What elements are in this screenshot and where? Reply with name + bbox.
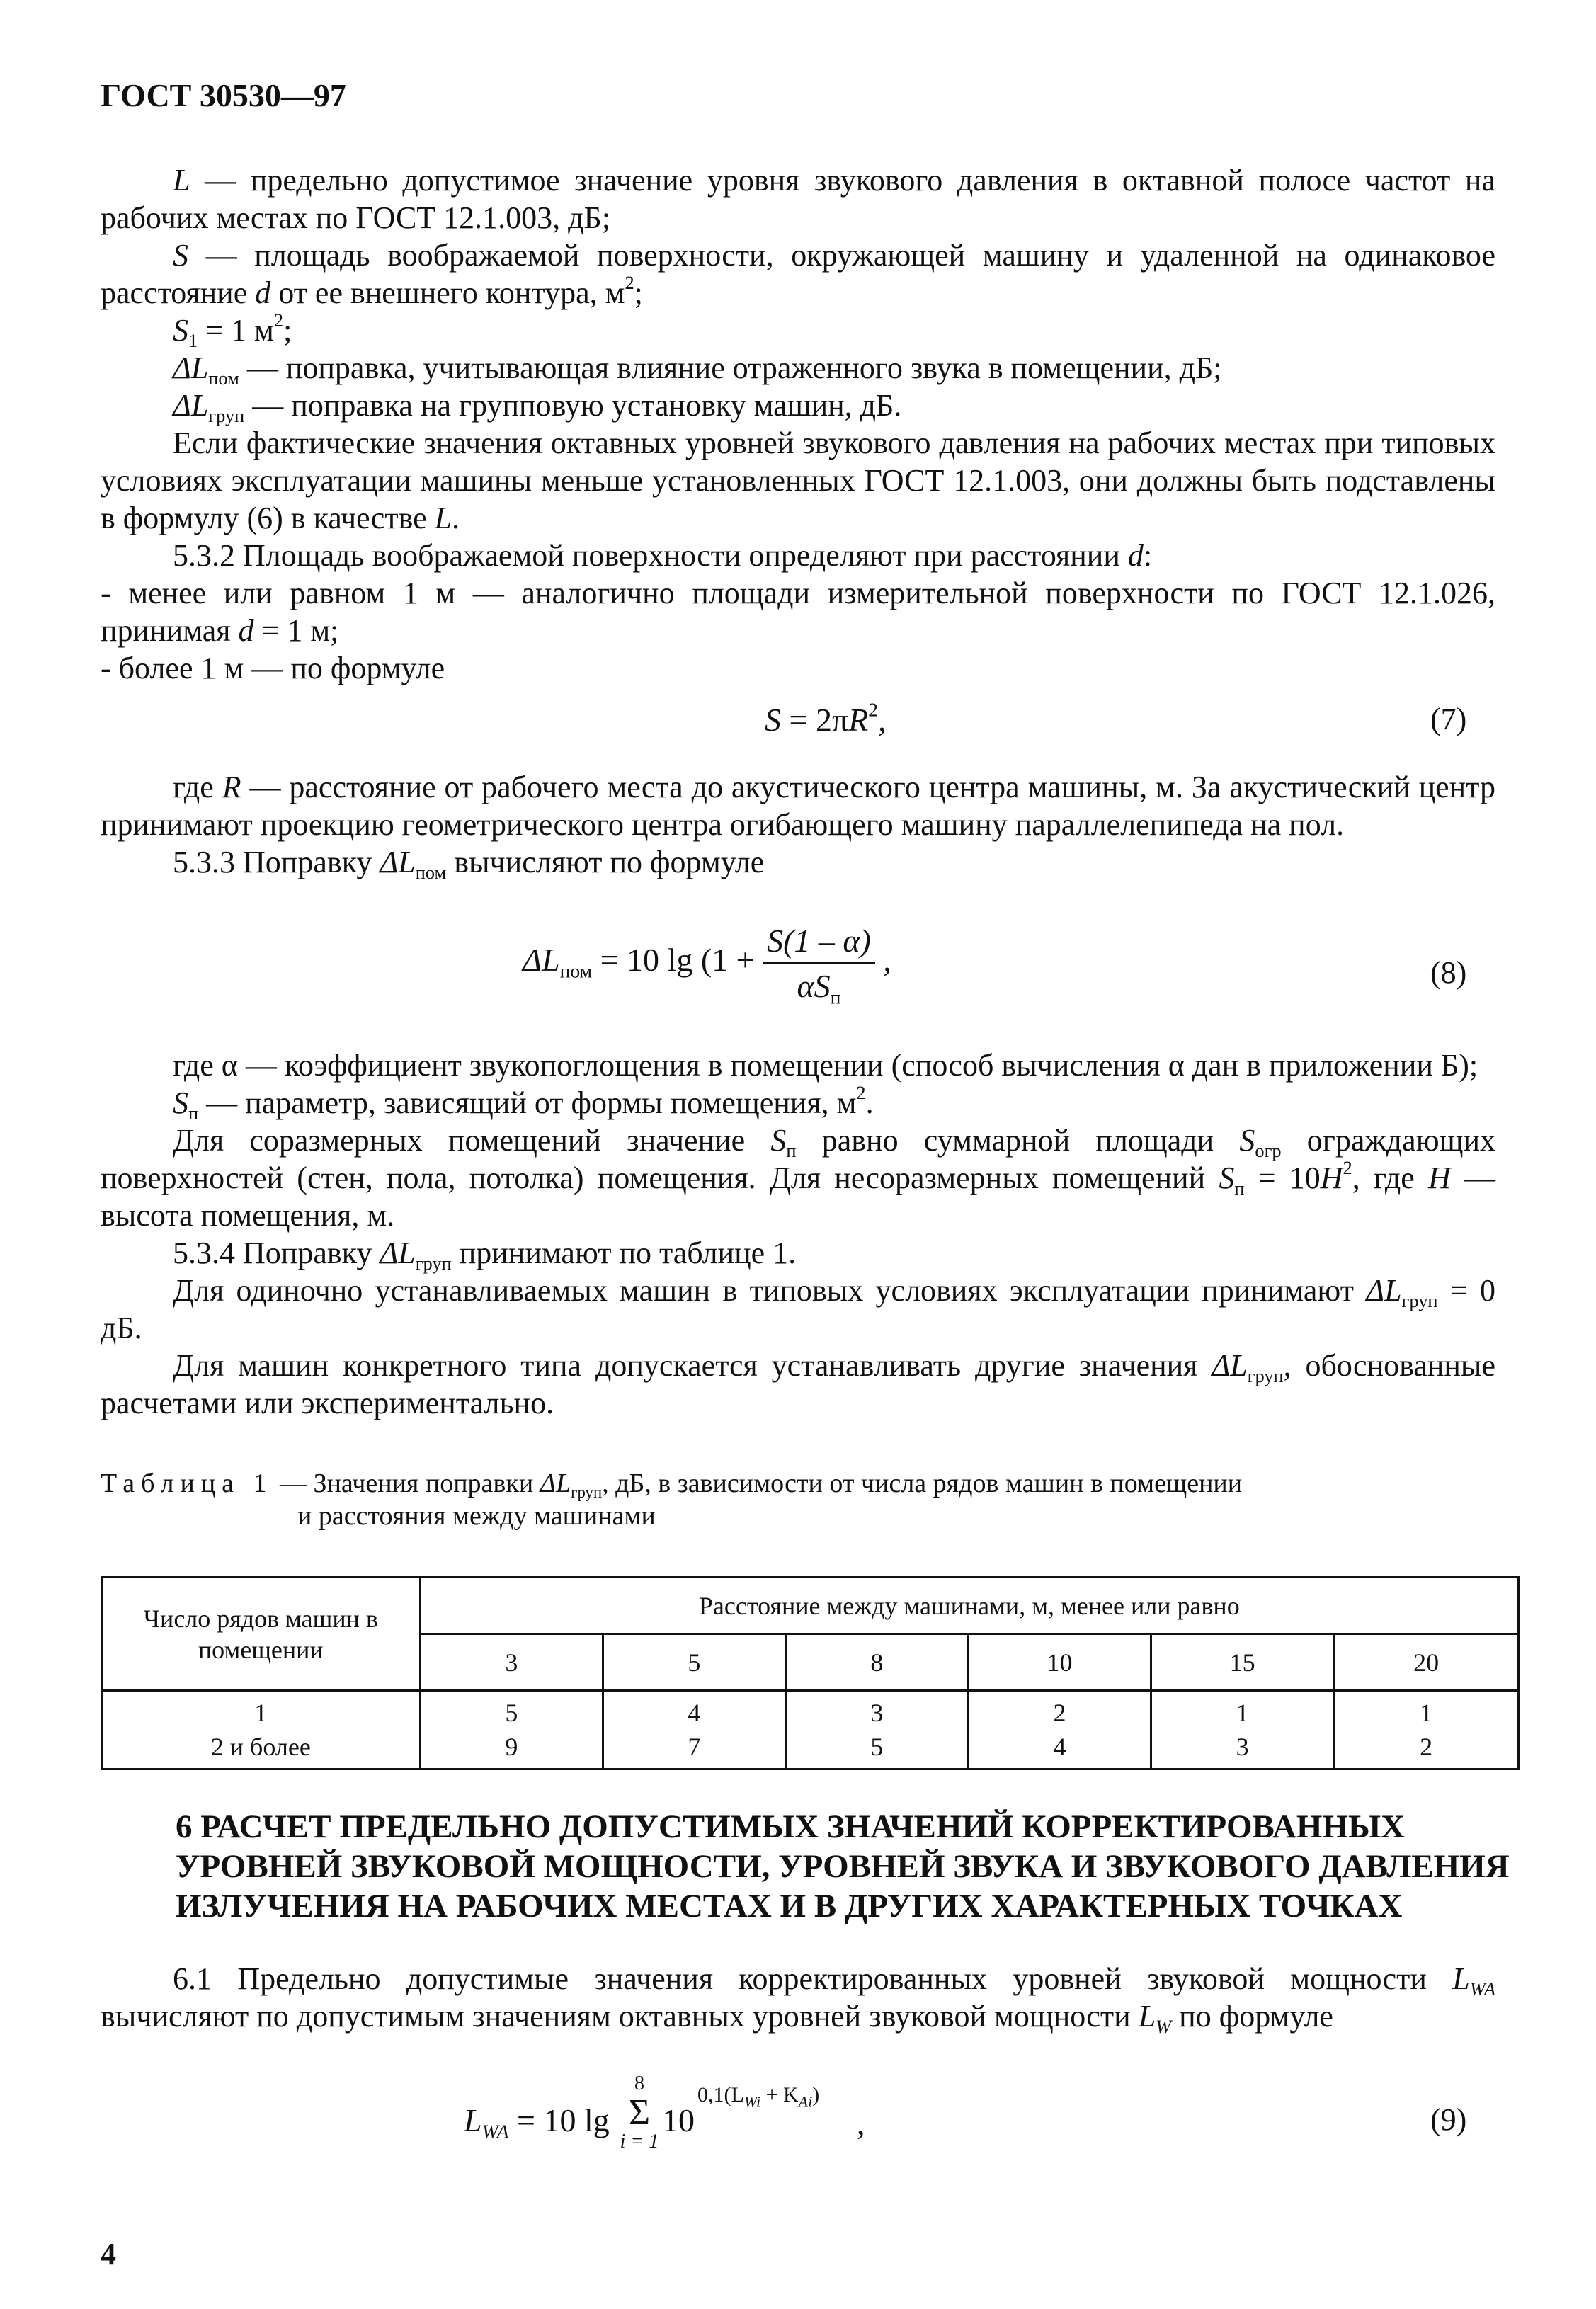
paragraph-6-1-block (101, 1960, 1495, 2038)
definition-dLgrup: $\Delta L_{груп}$ — поправка на групповую установку машин, дБ. (173, 388, 902, 427)
formula-9: $L_{WA} = 10$ lg 8 Σ i = 1 10 $0,1(L_{Wi} + K_{Ai})$ , (464, 2073, 865, 2153)
paragraph-other-values: Для машин конкретного типа допускается устанавливать другие значения $\Delta L_{груп}$, обоснованные расчетами или экспериментально. (101, 1348, 1496, 1420)
header-distance: Расстояние между машинами, м, менее или равно (420, 1578, 1518, 1634)
definitions-block (101, 161, 1495, 687)
table-row: 1 2 и более 5 9 4 7 3 5 2 4 1 3 1 2 (102, 1691, 1519, 1769)
paragraph-where-alpha: где α — коэффициент звукопоглощения в помещении (способ вычисления α дан в приложении Б); (173, 1048, 1478, 1083)
distance-8: 8 (785, 1634, 969, 1691)
distance-5: 5 (603, 1634, 786, 1691)
fraction: $\frac{S(1 - \alpha)}{\alpha S_п}$ (763, 922, 875, 1005)
paragraph-6-1: 6.1 Предельно допустимые значения корректированных уровней звуковой мощности $L_{WA}$ вычисляют по допустимым значениям октавных уровней звуковой мощности $L_W$ по формуле (101, 1961, 1495, 2038)
formula-8: $\Delta L_{пом} = 10$ lg (1 + $\frac{S(1 - \alpha)}{\alpha S_п}$ , (523, 923, 891, 1008)
definition-S: S — площадь воображаемой поверхности, окружающей машину и удаленной на одинаковое расстояние d от ее внешнего контура, $м^2$; (101, 238, 1495, 310)
distance-10: 10 (969, 1634, 1151, 1691)
paragraph-proportional-rooms: Для соразмерных помещений значение $S_п$ равно суммарной площади $S_{огр}$ ограждающих поверхностей (стен, пола, потолка) помещения. Для несоразмерных помещений $S_п = 10H^2$, где H — высота помещения, м. (101, 1123, 1495, 1233)
formula-7: $S = 2\pi R^2$, (765, 698, 887, 738)
definition-dLpom: $\Delta L_{пом}$ — поправка, учитывающая влияние отраженного звука в помещении, дБ; (173, 350, 1222, 389)
paragraph-5-3-2: 5.3.2 Площадь воображаемой поверхности определяют при расстоянии d: (173, 538, 1153, 573)
table-1 (101, 1576, 1520, 1770)
section-6-title: 6 РАСЧЕТ ПРЕДЕЛЬНО ДОПУСТИМЫХ ЗНАЧЕНИЙ КОРРЕКТИРОВАННЫХ УРОВНЕЙ ЗВУКОВОЙ МОЩНОСТИ, УРОВНЕЙ ЗВУКА И ЗВУКОВОГО ДАВЛЕНИЯ ИЗЛУЧЕНИЯ НА РАБОЧИХ МЕСТАХ И В ДРУГИХ ХАРАКТЕРНЫХ ТОЧКАХ (176, 1808, 1510, 1925)
definition-L: L — предельно допустимое значение уровня звукового давления в октавной полосе частот на рабочих местах по ГОСТ 12.1.003, дБ; (101, 163, 1495, 235)
definition-Sp: $S_п$ — параметр, зависящий от формы помещения, $м^2$. (173, 1082, 874, 1124)
where-R-block (101, 768, 1495, 884)
definition-S1: $S_1 = 1$ $м^2$; (173, 309, 292, 352)
distance-3: 3 (420, 1634, 603, 1691)
equation-number-9: (9) (1430, 2102, 1467, 2137)
paragraph-where-R: где R — расстояние от рабочего места до акустического центра машины, м. За акустический центр принимают проекцию геометрического центра огибающего машину параллелепипеда на пол. (101, 770, 1495, 842)
equation-number-8: (8) (1430, 955, 1467, 990)
distance-20: 20 (1334, 1634, 1519, 1691)
page-number: 4 (101, 2237, 116, 2271)
paragraph-single-machines: Для одиночно устанавливаемых машин в типовых условиях эксплуатации принимают $\Delta L_{груп} = 0$ дБ. (101, 1273, 1495, 1345)
summation: 8 Σ i = 1 (620, 2073, 659, 2153)
paragraph-5-3-4: 5.3.4 Поправку $\Delta L_{груп}$ принимают по таблице 1. (173, 1236, 797, 1275)
list-item-1: - менее или равном 1 м — аналогично площади измерительной поверхности по ГОСТ 12.1.026, принимая d = 1 м; (101, 576, 1495, 648)
header-rows-count: Число рядов машин в помещении (102, 1578, 421, 1691)
paragraph-5-3-3: 5.3.3 Поправку $\Delta L_{пом}$ вычисляют по формуле (173, 845, 765, 884)
distance-15: 15 (1151, 1634, 1334, 1691)
document-header: ГОСТ 30530—97 (101, 77, 346, 113)
equation-number-7: (7) (1430, 702, 1467, 736)
paragraph-actual-values: Если фактические значения октавных уровней звукового давления на рабочих местах при типовых условиях эксплуатации машины меньше установленных ГОСТ 12.1.003, они должны быть подставлены в формулу (6) в качестве L. (101, 426, 1495, 535)
exponent: $0,1(L_{Wi} + K_{Ai})$ (697, 2083, 820, 2111)
where-alpha-block (101, 1047, 1495, 1422)
list-item-2: - более 1 м — по формуле (101, 651, 445, 685)
table-1-caption: Таблица 1 — Значения поправки $\Delta L_{груп}$, дБ, в зависимости от числа рядов машин в помещении и расстояния между машинами (101, 1469, 1243, 1531)
